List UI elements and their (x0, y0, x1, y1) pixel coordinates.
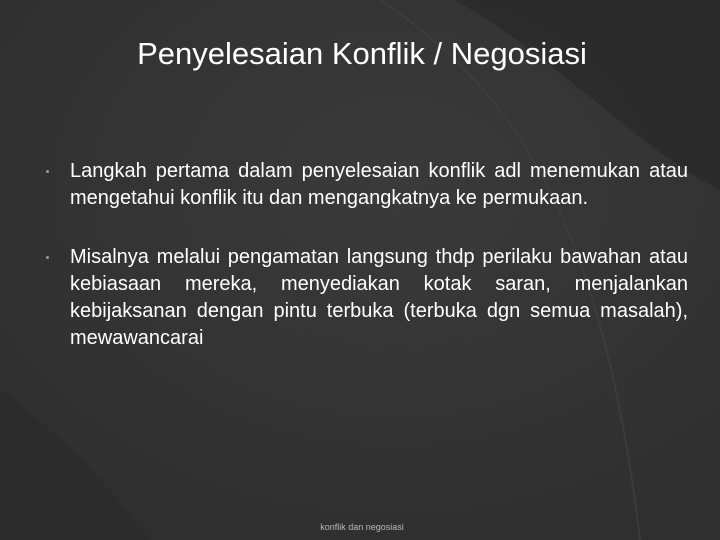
bullet-dot-icon (46, 170, 49, 173)
bullet-list (46, 158, 688, 384)
bullet-dot-icon (46, 256, 49, 259)
bullet-item (46, 158, 688, 212)
bullet-item (46, 244, 688, 352)
slide-footer: konflik dan negosiasi (320, 522, 404, 532)
bullet-text: Misalnya melalui pengamatan langsung thdp perilaku bawahan atau kebiasaan mereka, menyediakan kotak saran, menjalankan kebijaksanan dengan pintu terbuka (terbuka dgn semua masalah), mewawancarai (70, 246, 688, 349)
bullet-text: Langkah pertama dalam penyelesaian konflik adl menemukan atau mengetahui konflik itu dan mengangkatnya ke permukaan. (70, 160, 688, 209)
slide-title: Penyelesaian Konflik / Negosiasi (137, 36, 587, 71)
